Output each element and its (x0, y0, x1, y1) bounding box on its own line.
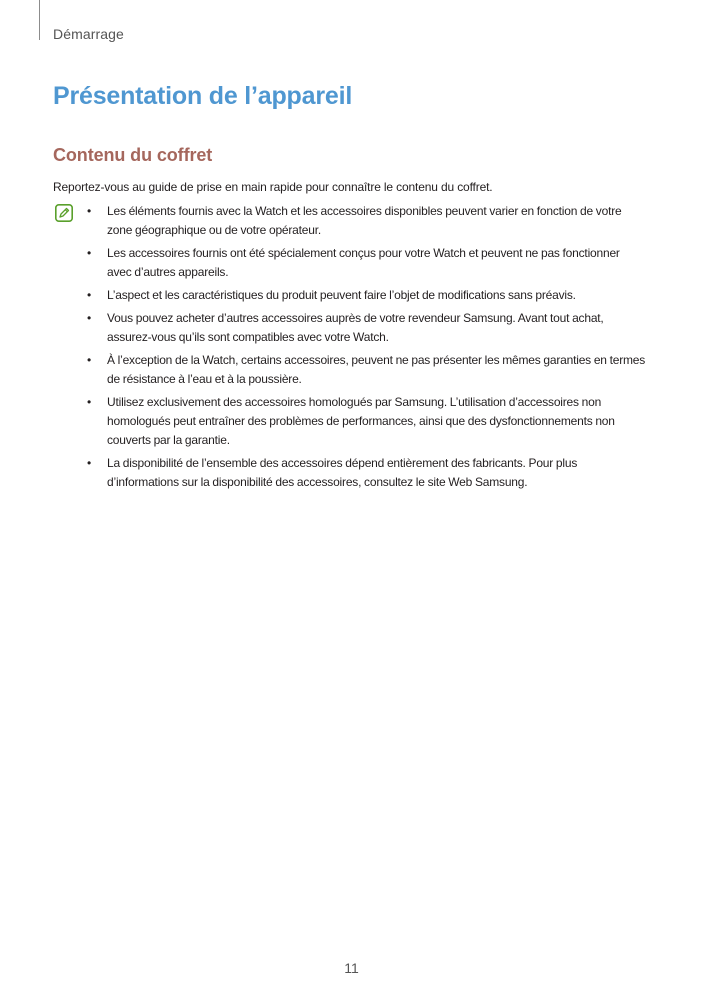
bullet: • (87, 456, 92, 470)
note-text: Utilisez exclusivement des accessoires homologués par Samsung. L’utilisation d’accessoires non homologués peut entraîner des problèmes de performances, ainsi que des dysfonctionnements non couverts par la garantie. (107, 395, 615, 447)
running-header: Démarrage (53, 26, 124, 42)
bullet: • (87, 288, 92, 302)
note-item (87, 351, 647, 389)
page-title: Présentation de l’appareil (53, 82, 353, 110)
note-pencil-icon (55, 204, 73, 222)
note-text: Les éléments fournis avec la Watch et les accessoires disponibles peuvent varier en fonction de votre zone géographique ou de votre opérateur. (107, 204, 622, 237)
note-text: Les accessoires fournis ont été spécialement conçus pour votre Watch et peuvent ne pas fonctionner avec d’autres appareils. (107, 246, 620, 279)
page-number: 11 (344, 960, 359, 976)
bullet: • (87, 204, 92, 218)
bullet: • (87, 311, 92, 325)
note-text: À l’exception de la Watch, certains accessoires, peuvent ne pas présenter les mêmes garanties en termes de résistance à l’eau et à la poussière. (107, 353, 646, 386)
note-text: La disponibilité de l’ensemble des accessoires dépend entièrement des fabricants. Pour plus d’informations sur la disponibilité des accessoires, consultez le site Web Samsung. (107, 456, 578, 489)
note-item (87, 454, 647, 492)
note-item (87, 202, 647, 240)
note-item (87, 393, 647, 450)
page-margin-rule (39, 0, 40, 40)
note-item (87, 286, 647, 305)
note-text: Vous pouvez acheter d’autres accessoires auprès de votre revendeur Samsung. Avant tout achat, assurez-vous qu’ils sont compatibles avec votre Watch. (107, 311, 604, 344)
bullet: • (87, 246, 92, 260)
note-list (87, 202, 647, 496)
note-item (87, 309, 647, 347)
note-text: L’aspect et les caractéristiques du produit peuvent faire l’objet de modifications sans préavis. (107, 288, 576, 302)
intro-paragraph: Reportez-vous au guide de prise en main rapide pour connaître le contenu du coffret. (53, 180, 493, 194)
bullet: • (87, 353, 92, 367)
note-item (87, 244, 647, 282)
bullet: • (87, 395, 92, 409)
section-title: Contenu du coffret (53, 145, 213, 165)
